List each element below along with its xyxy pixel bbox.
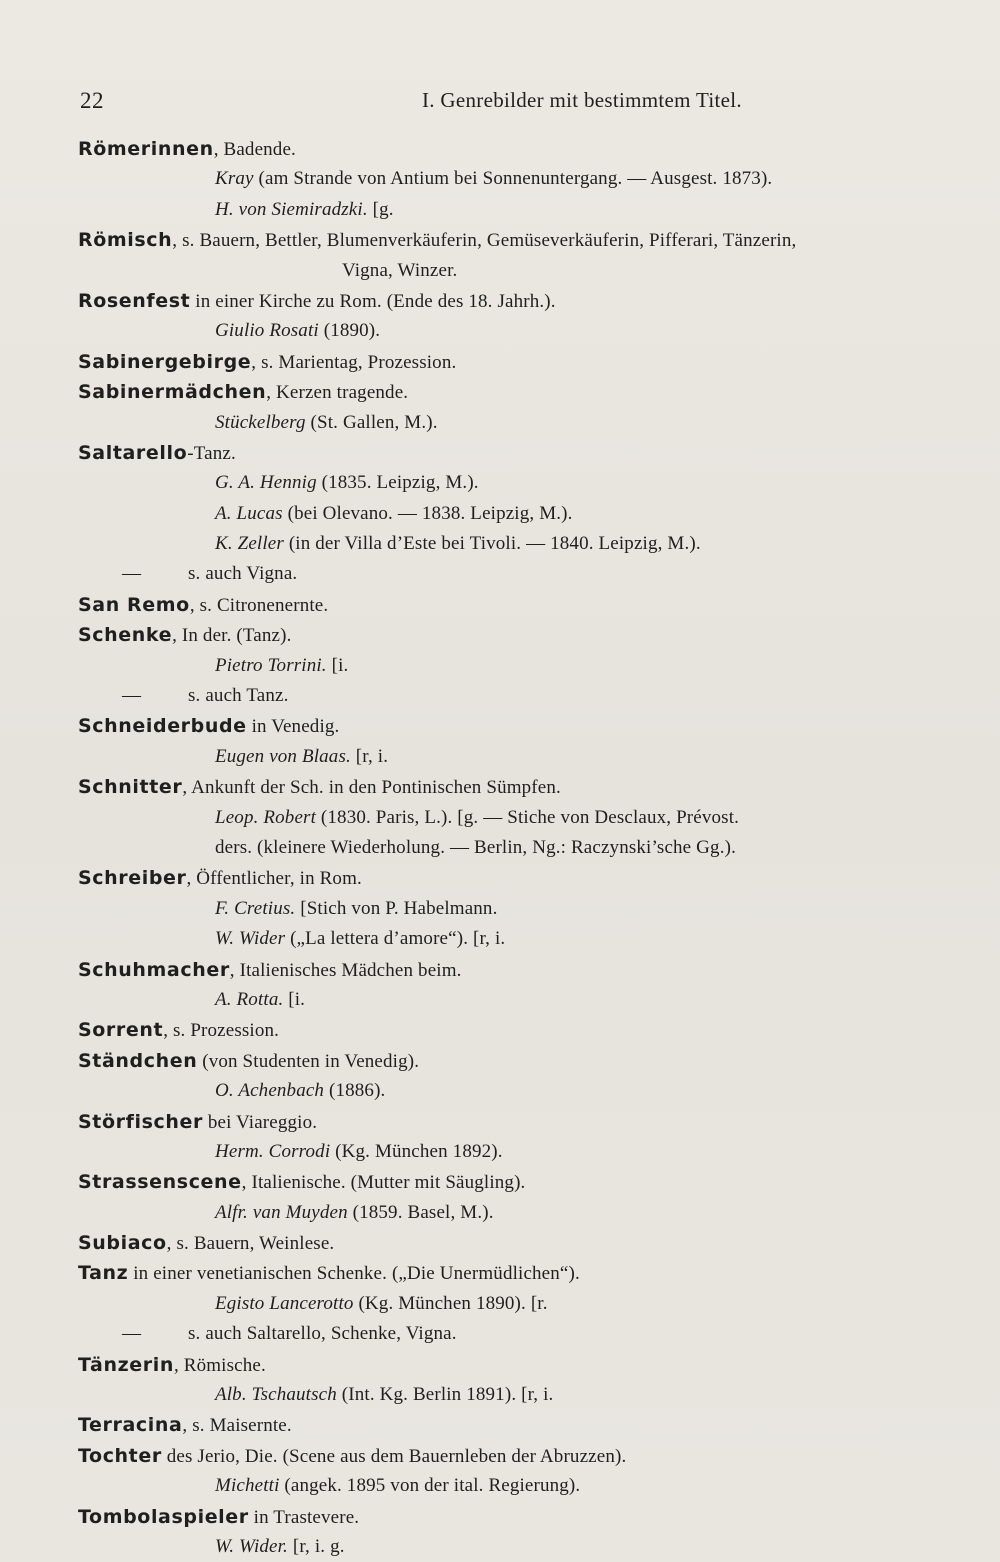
index-entry (78, 1258, 978, 1288)
see-also-entry (78, 681, 978, 711)
entry-keyword: Tochter (78, 1444, 162, 1467)
artist-name: Herm. Corrodi (215, 1140, 331, 1162)
see-also-entry (78, 1319, 978, 1349)
reference-detail: (1859. Basel, M.). (347, 1201, 494, 1223)
entry-keyword: San Remo (78, 593, 190, 616)
entry-text: , s. Prozession. (163, 1020, 280, 1042)
reference-detail: [i. (283, 988, 306, 1010)
artist-name: G. A. Hennig (215, 472, 317, 494)
index-entry (78, 711, 978, 741)
index-entry (78, 955, 978, 985)
entry-text: , s. Maisernte. (182, 1415, 292, 1437)
entry-continuation: Vigna, Winzer. (342, 259, 458, 281)
running-title: I. Genrebilder mit bestimmtem Titel. (422, 88, 742, 112)
entry-keyword: Römisch (78, 229, 173, 252)
artist-name: A. Lucas (215, 502, 283, 524)
entry-keyword: Terracina (78, 1414, 183, 1437)
index-entry (78, 1502, 978, 1532)
see-also-text: s. auch Tanz. (188, 685, 289, 707)
reference-detail: ders. (kleinere Wiederholung. — Berlin, Ng.: Raczynski’sche Gg.). (215, 836, 736, 858)
index-entry (78, 438, 978, 468)
entry-text: , Italienische. (Mutter mit Säugling). (241, 1172, 526, 1194)
artist-name: Alb. Tschautsch (215, 1384, 337, 1406)
entry-keyword: Subiaco (78, 1232, 167, 1255)
entry-keyword: Römerinnen (78, 138, 214, 160)
artwork-reference (78, 985, 978, 1015)
artist-name: Leop. Robert (215, 806, 317, 828)
artwork-reference (78, 1380, 978, 1410)
index-entry (78, 286, 978, 316)
reference-detail: [r, i. (350, 745, 389, 767)
reference-detail: (bei Olevano. — 1838. Leipzig, M.). (282, 502, 573, 524)
entry-text: -Tanz. (187, 442, 236, 464)
reference-detail: („La lettera d’amore“). [r, i. (285, 928, 506, 950)
entry-text: , Öffentlicher, in Rom. (186, 868, 362, 890)
entry-keyword: Schneiderbude (78, 715, 247, 738)
entry-keyword: Ständchen (78, 1049, 198, 1072)
entry-keyword: Schenke (78, 624, 173, 647)
entry-text: , s. Marientag, Prozession. (251, 351, 457, 373)
artwork-reference (78, 1076, 978, 1106)
reference-detail: (in der Villa d’Este bei Tivoli. — 1840. Leipzig, M.). (283, 533, 701, 555)
index-entry (78, 1167, 978, 1197)
reference-detail: (St. Gallen, M.). (305, 411, 438, 433)
ditto-dash: — (122, 1323, 142, 1345)
artwork-reference (78, 316, 978, 346)
entry-text: , s. Bauern, Weinlese. (166, 1233, 335, 1255)
index-entry (78, 863, 978, 893)
reference-detail: (1830. Paris, L.). [g. — Stiche von Desclaux, Prévost. (316, 806, 740, 828)
artwork-reference (78, 803, 978, 833)
entry-text: in Trastevere. (248, 1506, 360, 1528)
artist-name: A. Rotta. (215, 988, 284, 1010)
index-entry (78, 1046, 978, 1076)
reference-detail: [r, i. g. (287, 1535, 345, 1557)
artist-name: Alfr. van Muyden (215, 1201, 348, 1223)
artist-name: F. Cretius. (215, 897, 296, 919)
index-entry (78, 772, 978, 802)
reference-detail: (Kg. München 1890). [r. (353, 1292, 548, 1314)
artist-name: O. Achenbach (215, 1080, 325, 1102)
entry-text: bei Viareggio. (202, 1111, 318, 1133)
index-entry (78, 1350, 978, 1380)
artwork-reference (78, 499, 978, 529)
page-number: 22 (80, 88, 104, 113)
artwork-reference (78, 894, 978, 924)
artwork-reference (78, 164, 978, 194)
reference-detail: (am Strande von Antium bei Sonnenuntergang. — Ausgest. 1873). (253, 168, 773, 190)
entry-keyword: Strassenscene (78, 1171, 242, 1194)
entry-text: , In der. (Tanz). (172, 625, 292, 647)
index-entry (78, 590, 978, 620)
index-entry (78, 134, 978, 164)
entry-keyword: Schreiber (78, 867, 187, 890)
artwork-reference (78, 408, 978, 438)
entry-text: in Venedig. (246, 716, 340, 738)
entry-text: , Italienisches Mädchen beim. (229, 959, 462, 981)
entry-text: (von Studenten in Venedig). (197, 1050, 420, 1072)
reference-detail: [Stich von P. Habelmann. (295, 897, 498, 919)
index-entry (78, 620, 978, 650)
entry-keyword: Tanz (78, 1262, 129, 1285)
index-entry (78, 1107, 978, 1137)
artist-name: Michetti (215, 1475, 280, 1497)
entry-text: in einer Kirche zu Rom. (Ende des 18. Jahrh.). (190, 290, 556, 312)
artwork-reference (78, 468, 978, 498)
entry-keyword: Tombolaspieler (78, 1505, 249, 1528)
artist-name: Giulio Rosati (215, 320, 319, 342)
see-also-entry (78, 559, 978, 589)
entry-text: , s. Bauern, Bettler, Blumenverkäuferin, Gemüseverkäuferin, Pifferari, Tänzerin, (172, 230, 797, 252)
artwork-reference (78, 742, 978, 772)
artist-name: K. Zeller (215, 533, 284, 555)
entry-text: , s. Citronenernte. (189, 594, 329, 616)
see-also-text: s. auch Vigna. (188, 563, 298, 585)
entry-keyword: Sabinergebirge (78, 350, 252, 373)
ditto-dash: — (122, 563, 142, 585)
index-entry (78, 1228, 978, 1258)
see-also-text: s. auch Saltarello, Schenke, Vigna. (188, 1323, 457, 1345)
index-entry (78, 377, 978, 407)
entry-text: , Kerzen tragende. (266, 382, 409, 404)
artwork-reference (78, 1198, 978, 1228)
reference-detail: [g. (367, 198, 394, 220)
artist-name: Stückelberg (215, 411, 306, 433)
artwork-reference (78, 529, 978, 559)
entry-keyword: Schnitter (78, 776, 183, 799)
artist-name: Kray (215, 168, 254, 190)
entry-keyword: Sorrent (78, 1019, 164, 1042)
artist-name: Pietro Torrini. (215, 654, 327, 676)
entry-text: , Ankunft der Sch. in den Pontinischen Sümpfen. (182, 777, 561, 799)
entry-keyword: Störfischer (78, 1110, 203, 1133)
reference-detail: (Kg. München 1892). (330, 1140, 503, 1162)
artwork-reference (78, 1137, 978, 1167)
entry-text: in einer venetianischen Schenke. („Die Unermüdlichen“). (128, 1263, 580, 1285)
index-entry (78, 1015, 978, 1045)
ditto-dash: — (122, 685, 142, 707)
entry-keyword: Saltarello (78, 441, 188, 464)
index-entries (78, 134, 978, 1562)
page-header (80, 88, 960, 118)
artist-name: H. von Siemiradzki. (215, 198, 368, 220)
index-entry (78, 225, 978, 255)
index-entry (78, 1410, 978, 1440)
artwork-reference (78, 651, 978, 681)
artwork-reference (78, 833, 978, 863)
artwork-reference (78, 1289, 978, 1319)
reference-detail: (angek. 1895 von der ital. Regierung). (279, 1475, 581, 1497)
artist-name: W. Wider. (215, 1535, 288, 1557)
entry-text: , Badende. (213, 139, 296, 160)
artist-name: W. Wider (215, 928, 286, 950)
reference-detail: (1835. Leipzig, M.). (316, 472, 479, 494)
reference-detail: (1886). (324, 1080, 386, 1102)
reference-detail: (Int. Kg. Berlin 1891). [r, i. (336, 1384, 554, 1406)
entry-keyword: Sabinermädchen (78, 381, 267, 404)
artist-name: Eugen von Blaas. (215, 745, 351, 767)
entry-keyword: Rosenfest (78, 289, 191, 312)
artwork-reference (78, 1471, 978, 1501)
entry-text: , Römische. (173, 1354, 266, 1376)
index-entry (78, 347, 978, 377)
entry-text: des Jerio, Die. (Scene aus dem Bauernleben der Abruzzen). (161, 1445, 627, 1467)
artist-name: Egisto Lancerotto (215, 1292, 354, 1314)
artwork-reference (78, 1532, 978, 1562)
artwork-reference (78, 195, 978, 225)
artwork-reference (78, 924, 978, 954)
reference-detail: (1890). (318, 320, 381, 342)
entry-keyword: Schuhmacher (78, 958, 230, 981)
index-entry (78, 1441, 978, 1471)
reference-detail: [i. (326, 654, 349, 676)
entry-keyword: Tänzerin (78, 1353, 174, 1376)
